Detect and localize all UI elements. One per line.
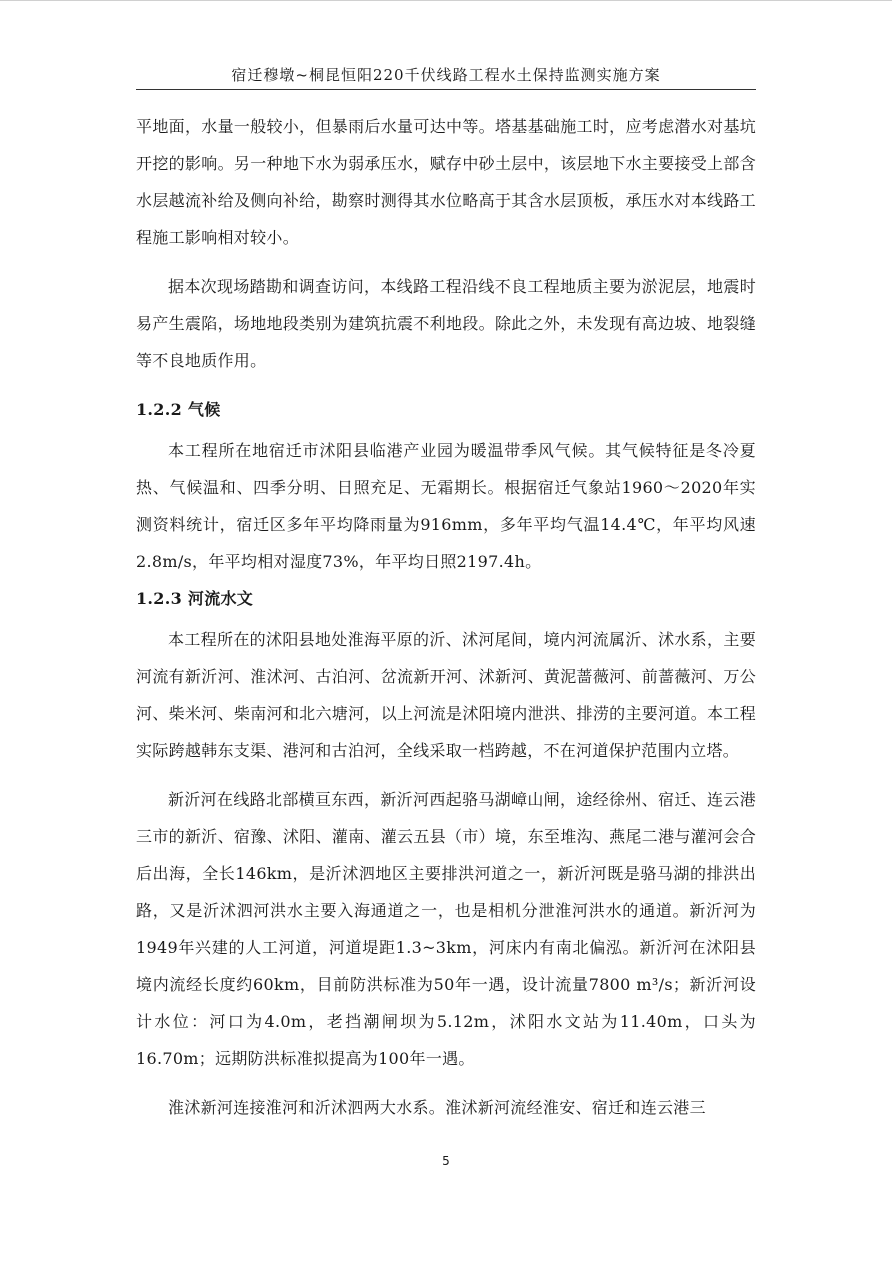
section-heading: 1.2.2 气候: [136, 400, 221, 419]
page-top-edge: [0, 0, 892, 1]
body-paragraph: 平地面，水量一般较小，但暴雨后水量可达中等。塔基基础施工时，应考虑潜水对基坑开挖的影响。另一种地下水为弱承压水，赋存中砂土层中，该层地下水主要接受上部含水层越流补给及侧向补给，勘察时测得其水位略高于其含水层顶板，承压水对本线路工程施工影响相对较小。: [136, 117, 756, 247]
running-header: 宿迁穆墩~桐昆恒阳220千伏线路工程水土保持监测实施方案: [231, 66, 661, 84]
body-paragraph: 新沂河在线路北部横亘东西，新沂河西起骆马湖嶂山闸，途经徐州、宿迁、连云港三市的新沂、宿豫、沭阳、灌南、灌云五县（市）境，东至堆沟、燕尾二港与灌河会合后出海，全长146km，是沂沭泗地区主要排洪河道之一，新沂河既是骆马湖的排洪出路，又是沂沭泗河洪水主要入海通道之一，也是相机分泄淮河洪水的通道。新沂河为1949年兴建的人工河道，河道堤距1.3~3km，河床内有南北偏泓。新沂河在沭阳县境内流经长度约60km，目前防洪标准为50年一遇，设计流量7800 m³/s；新沂河设计水位：河口为4.0m，老挡潮闸坝为5.12m，沭阳水文站为11.40m，口头为16.70m；远期防洪标准拟提高为100年一遇。: [136, 790, 756, 1068]
page-number: 5: [442, 1154, 450, 1168]
body-paragraph: 本工程所在地宿迁市沭阳县临港产业园为暖温带季风气候。其气候特征是冬冷夏热、气候温和、四季分明、日照充足、无霜期长。根据宿迁气象站1960～2020年实测资料统计，宿迁区多年平均降雨量为916mm，多年平均气温14.4℃，年平均风速2.8m/s，年平均相对湿度73%，年平均日照2197.4h。: [136, 441, 756, 571]
section-heading: 1.2.3 河流水文: [136, 589, 254, 608]
body-paragraph: 本工程所在的沭阳县地处淮海平原的沂、沭河尾间，境内河流属沂、沭水系，主要河流有新沂河、淮沭河、古泊河、岔流新开河、沭新河、黄泥蔷薇河、前蔷薇河、万公河、柴米河、柴南河和北六塘河，以上河流是沭阳境内泄洪、排涝的主要河道。本工程实际跨越韩东支渠、港河和古泊河，全线采取一档跨越，不在河道保护范围内立塔。: [136, 630, 756, 760]
body-paragraph: 据本次现场踏勘和调查访问，本线路工程沿线不良工程地质主要为淤泥层，地震时易产生震陷，场地地段类别为建筑抗震不利地段。除此之外，未发现有高边坡、地裂缝等不良地质作用。: [136, 277, 756, 370]
page-body: [136, 108, 756, 1126]
body-paragraph: 淮沭新河连接淮河和沂沭泗两大水系。淮沭新河流经淮安、宿迁和连云港三: [168, 1098, 706, 1117]
header-rule: [136, 89, 756, 90]
